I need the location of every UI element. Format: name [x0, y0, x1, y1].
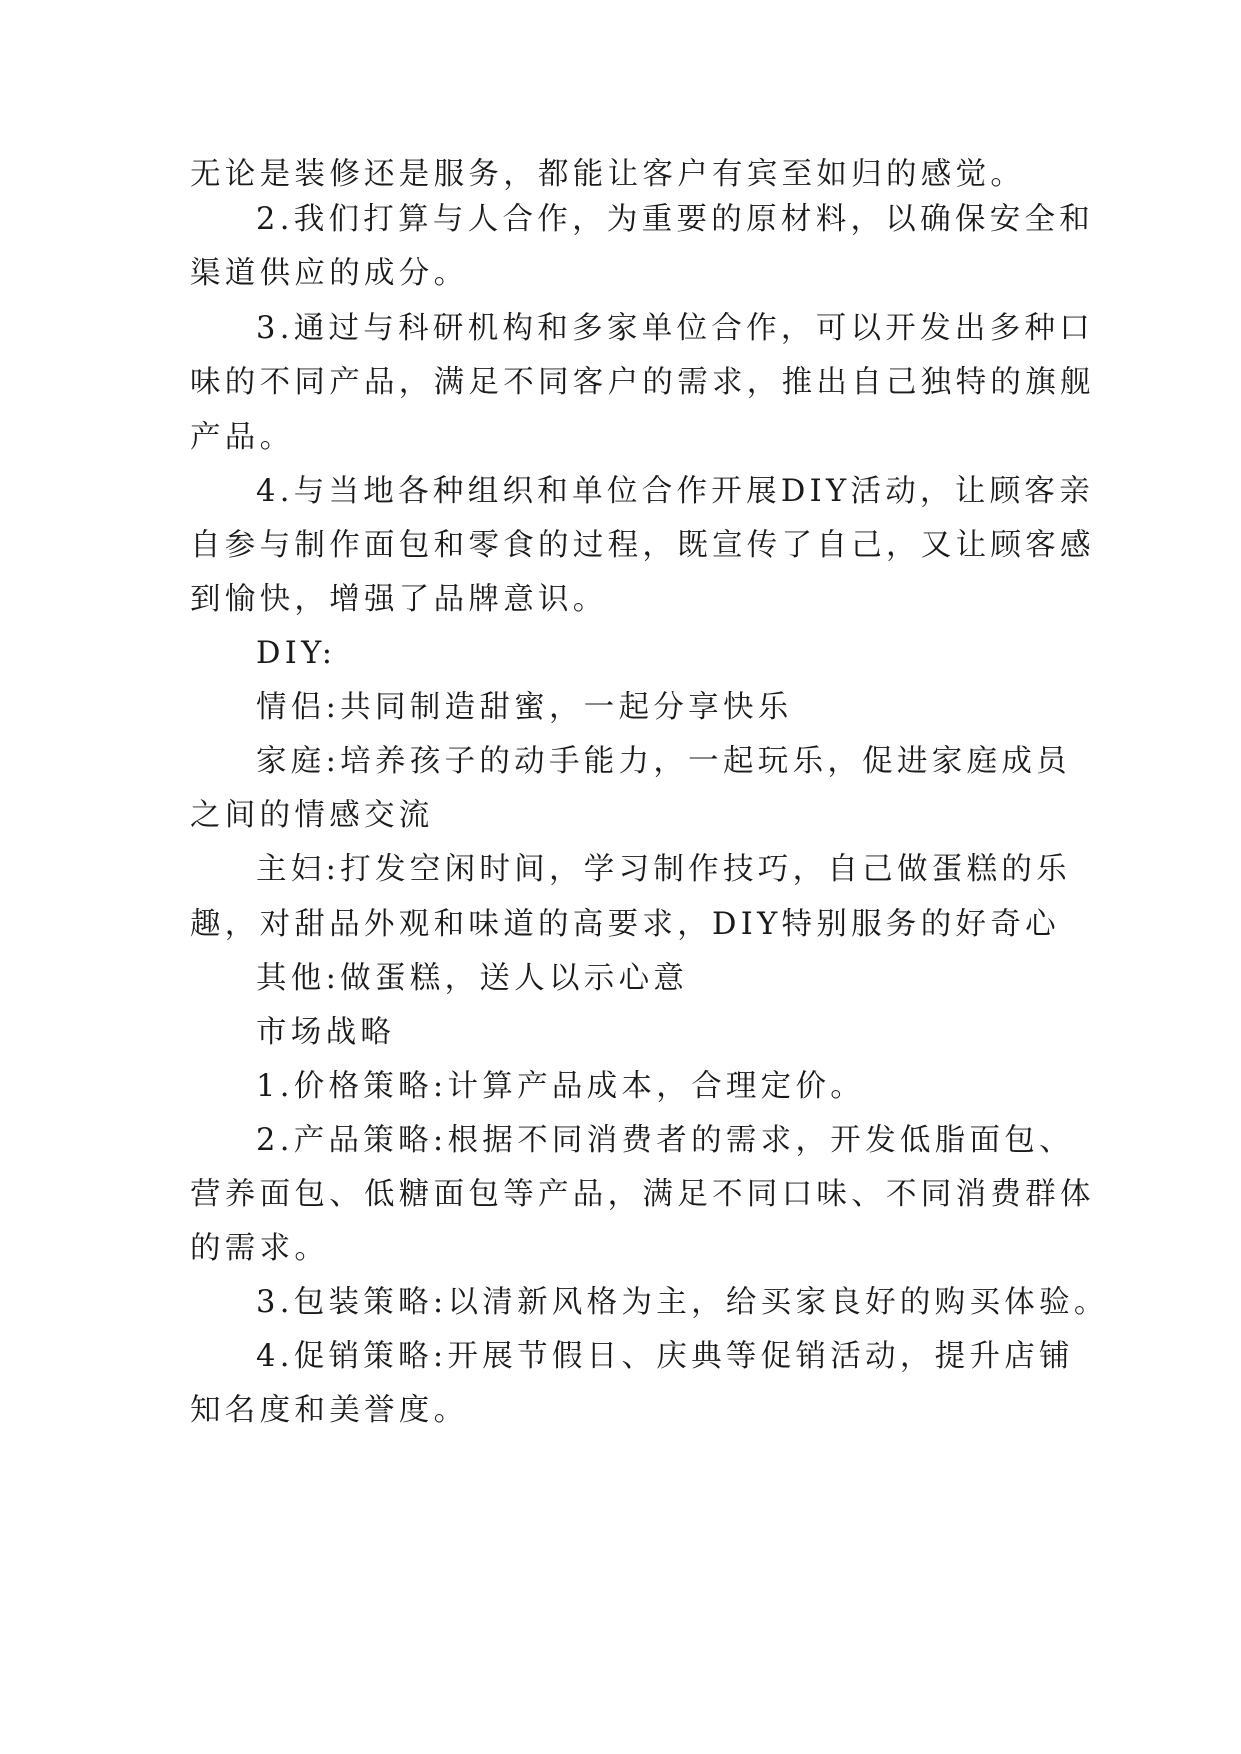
- paragraph-line: 知名度和美誉度。: [190, 1393, 469, 1428]
- paragraph-line: 其他:做蛋糕，送人以示心意: [256, 961, 689, 996]
- paragraph-line: 营养面包、低糖面包等产品，满足不同口味、不同消费群体: [190, 1177, 1095, 1212]
- paragraph-line: 情侣:共同制造甜蜜，一起分享快乐: [256, 690, 793, 725]
- paragraph-line: 产品。: [190, 420, 295, 455]
- paragraph-line: 4.与当地各种组织和单位合作开展DIY活动，让顾客亲: [256, 474, 1095, 509]
- paragraph-line: 1.价格策略:计算产品成本，合理定价。: [256, 1069, 866, 1104]
- paragraph-line: DIY:: [256, 636, 337, 671]
- paragraph-line: 3.包装策略:以清新风格为主，给买家良好的购买体验。: [256, 1285, 1109, 1320]
- paragraph-line: 2.产品策略:根据不同消费者的需求，开发低脂面包、: [256, 1123, 1074, 1158]
- paragraph-line: 2.我们打算与人合作，为重要的原材料，以确保安全和: [256, 202, 1095, 237]
- paragraph-line: 无论是装修还是服务，都能让客户有宾至如归的感觉。: [190, 157, 1026, 192]
- paragraph-line: 渠道供应的成分。: [190, 256, 469, 291]
- paragraph-line: 之间的情感交流: [190, 798, 434, 833]
- paragraph-line: 4.促销策略:开展节假日、庆典等促销活动，提升店铺: [256, 1339, 1074, 1374]
- paragraph-line: 家庭:培养孩子的动手能力，一起玩乐，促进家庭成员: [256, 744, 1071, 779]
- paragraph-line: 到愉快，增强了品牌意识。: [190, 582, 608, 617]
- paragraph-line: 味的不同产品，满足不同客户的需求，推出自己独特的旗舰: [190, 365, 1095, 400]
- paragraph-line: 主妇:打发空闲时间，学习制作技巧，自己做蛋糕的乐: [256, 852, 1071, 887]
- paragraph-line: 的需求。: [190, 1231, 330, 1266]
- paragraph-line: 3.通过与科研机构和多家单位合作，可以开发出多种口: [256, 311, 1095, 346]
- paragraph-line: 市场战略: [256, 1015, 396, 1050]
- paragraph-line: 自参与制作面包和零食的过程，既宣传了自己，又让顾客感: [190, 528, 1095, 563]
- paragraph-line: 趣，对甜品外观和味道的高要求，DIY特别服务的好奇心: [190, 907, 1060, 942]
